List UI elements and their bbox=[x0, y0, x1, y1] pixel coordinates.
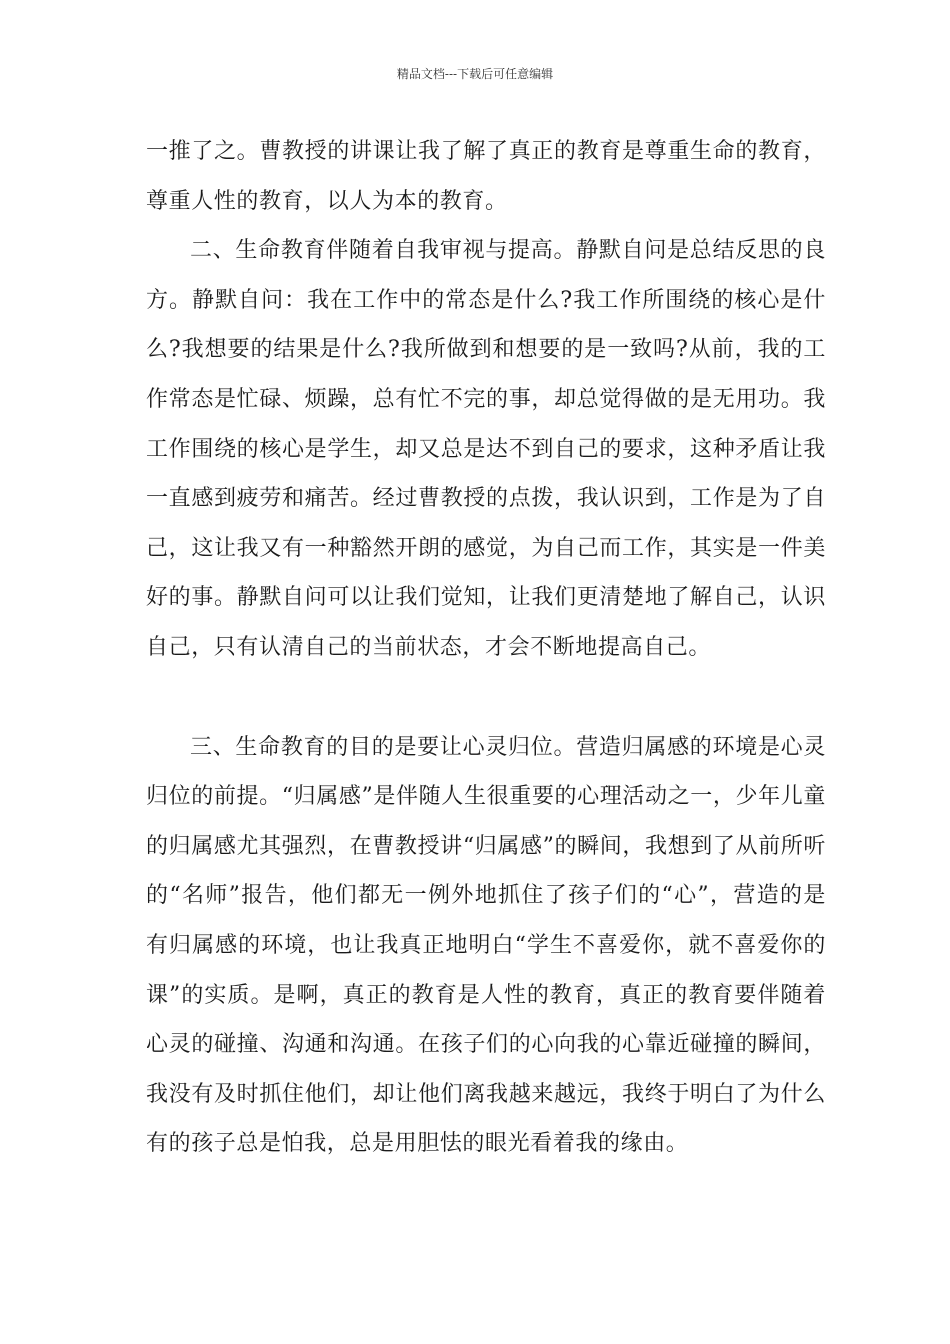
document-body bbox=[146, 127, 826, 1169]
paragraph-section-three: 三、生命教育的目的是要让心灵归位。营造归属感的环境是心灵归位的前提。“归属感”是伴随人生很重要的心理活动之一，少年儿童的归属感尤其强烈，在曹教授讲“归属感”的瞬间，我想到了从前所听的“名师”报告，他们都无一例外地抓住了孩子们的“心”，营造的是有归属感的环境，也让我真正地明白“学生不喜爱你，就不喜爱你的课”的实质。是啊，真正的教育是人性的教育，真正的教育要伴随着心灵的碰撞、沟通和沟通。在孩子们的心向我的心靠近碰撞的瞬间，我没有及时抓住他们，却让他们离我越来越远，我终于明白了为什么有的孩子总是怕我，总是用胆怯的眼光看着我的缘由。 bbox=[146, 734, 826, 1157]
paragraph-section-two: 二、生命教育伴随着自我审视与提高。静默自问是总结反思的良方。静默自问：我在工作中的常态是什么?我工作所围绕的核心是什么?我想要的结果是什么?我所做到和想要的是一致吗?从前，我的工作常态是忙碌、烦躁，总有忙不完的事，却总觉得做的是无用功。我工作围绕的核心是学生，却又总是达不到自己的要求，这种矛盾让我一直感到疲劳和痛苦。经过曹教授的点拨，我认识到，工作是为了自己，这让我又有一种豁然开朗的感觉，为自己而工作，其实是一件美好的事。静默自问可以让我们觉知，让我们更清楚地了解自己，认识自己，只有认清自己的当前状态，才会不断地提高自己。 bbox=[146, 238, 826, 660]
page-header: 精品文档---下载后可任意编辑 bbox=[396, 67, 554, 81]
paragraph-continuation: 一推了之。曹教授的讲课让我了解了真正的教育是尊重生命的教育，尊重人性的教育，以人为本的教育。 bbox=[146, 139, 826, 214]
